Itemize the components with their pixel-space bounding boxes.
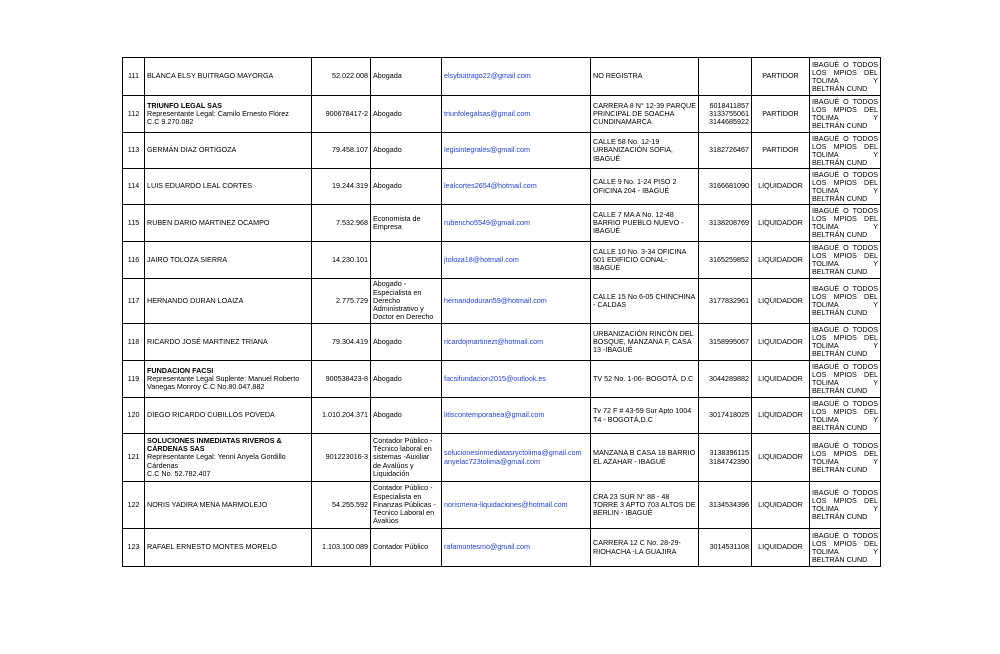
profession-cell: Abogado [371,169,442,205]
profession-cell: Abogada [371,58,442,96]
phone-cell: 3044289882 [699,361,752,398]
phone-cell: 3134534396 [699,482,752,529]
representative-line: Vanegas Monroy C.C No.80.047.882 [147,382,265,392]
name-cell: JAIRO TOLOZA SIERRA [145,242,312,279]
name-cell [145,361,312,398]
table-row [123,324,881,361]
id-number-cell: 900538423-8 [312,361,371,398]
email-cell[interactable]: norismena-liquidaciones@hotmail.com [442,482,591,529]
table-row [123,434,881,482]
name-cell: BLANCA ELSY BUITRAGO MAYORGA [145,58,312,96]
zone-cell: IBAGUÉ O TODOS LOS MPIOS DEL TOLIMA Y BELTRÁN CUND [810,96,881,133]
email-cell[interactable]: facsifundacion2015@outlook.es [442,361,591,398]
address-cell: CALLE 58 No. 12-19 URBANIZACIÓN SOFIA, IBAGUÉ [591,133,699,169]
row-number-cell: 115 [123,205,145,242]
table-row [123,242,881,279]
row-number-cell: 111 [123,58,145,96]
row-number-cell: 122 [123,482,145,529]
name-cell [145,434,312,482]
name-cell: GERMÁN DIAZ ORTIGOZA [145,133,312,169]
name-cell [145,96,312,133]
table-row [123,529,881,567]
address-cell: CARRERA 12 C No. 28-29- RIOHACHA -LA GUAJIRA [591,529,699,567]
phone-cell: 3165259852 [699,242,752,279]
email-cell[interactable]: ricardojmartinezt@hotmail.com [442,324,591,361]
profession-cell [371,242,442,279]
role-cell: LIQUIDADOR [752,279,810,324]
representative-line: C.C No. 52.782.407 [147,468,211,478]
role-cell: PARTIDOR [752,58,810,96]
phone-cell: 3158995067 [699,324,752,361]
id-number-cell: 1.103.100.089 [312,529,371,567]
row-number-cell: 120 [123,398,145,434]
role-cell: LIQUIDADOR [752,205,810,242]
company-name: SOLUCIONES INMEDIATAS RIVEROS & CÁRDENAS SAS [147,435,282,454]
zone-cell: IBAGUÉ O TODOS LOS MPIOS DEL TOLIMA Y BELTRÁN CUND [810,434,881,482]
phone-cell [699,58,752,96]
role-cell: LIQUIDADOR [752,434,810,482]
address-cell: Tv 72 F # 43-59 Sur Apto 1004 T4 - BOGOTÁ,D.C [591,398,699,434]
role-cell: LIQUIDADOR [752,482,810,529]
role-cell: LIQUIDADOR [752,169,810,205]
profession-cell: Economista de Empresa [371,205,442,242]
row-number-cell: 117 [123,279,145,324]
email-cell[interactable]: hernandoduran59@hotmail.com [442,279,591,324]
zone-cell: IBAGUÉ O TODOS LOS MPIOS DEL TOLIMA Y BELTRÁN CUND [810,242,881,279]
address-cell: NO REGISTRA [591,58,699,96]
phone-cell: 3138208769 [699,205,752,242]
row-number-cell: 123 [123,529,145,567]
phone-cell: 6018411857 3133755061 3144685922 [699,96,752,133]
company-name: TRIUNFO LEGAL SAS [147,100,222,110]
email-cell[interactable]: lealcortes2654@hotmail.com [442,169,591,205]
id-number-cell: 900678417-2 [312,96,371,133]
name-cell: RAFAEL ERNESTO MONTES MORELO [145,529,312,567]
table-row [123,205,881,242]
id-number-cell: 79.304.419 [312,324,371,361]
phone-cell: 3182726467 [699,133,752,169]
address-cell: CALLE 7 MA A No. 12-48 BARRIO PUEBLO NUEVO - IBAGUÉ [591,205,699,242]
table-row [123,482,881,529]
address-cell: CALLE 15 No 6-05 CHINCHINA - CALDAS [591,279,699,324]
phone-cell: 3138396115 3184742390 [699,434,752,482]
email-cell[interactable]: jtoloza18@hotmail.com [442,242,591,279]
table-body [123,58,881,567]
address-cell: CALLE 10 No. 3-34 OFICINA 501 EDIFICIO CONAL- IBAGUÉ [591,242,699,279]
role-cell: PARTIDOR [752,133,810,169]
zone-cell: IBAGUÉ O TODOS LOS MPIOS DEL TOLIMA Y BELTRÁN CUND [810,169,881,205]
row-number-cell: 116 [123,242,145,279]
zone-cell: IBAGUÉ O TODOS LOS MPIOS DEL TOLIMA Y BELTRÁN CUND [810,398,881,434]
id-number-cell: 54.255.592 [312,482,371,529]
zone-cell: IBAGUÉ O TODOS LOS MPIOS DEL TOLIMA Y BELTRÁN CUND [810,58,881,96]
profession-cell: Contador Público [371,529,442,567]
email-cell[interactable]: litiscontemporanea@gmail.com [442,398,591,434]
address-cell: CRA 23 SUR N° 88 - 48 TORRE 3 APTO 703 ALTOS DE BERLIN - IBAGUÉ [591,482,699,529]
email-cell[interactable]: legisintegrales@gmail.com [442,133,591,169]
role-cell: LIQUIDADOR [752,242,810,279]
zone-cell: IBAGUÉ O TODOS LOS MPIOS DEL TOLIMA Y BELTRÁN CUND [810,205,881,242]
id-number-cell: 901223016-3 [312,434,371,482]
phone-cell: 3166681090 [699,169,752,205]
name-cell: RICARDO JOSÉ MARTINEZ TRIANA [145,324,312,361]
email-cell[interactable]: solucionesinmediatasryctolima@gmail.com anyelac723tolima@gmail.com [442,434,591,482]
id-number-cell: 1.010.204.371 [312,398,371,434]
id-number-cell: 52.022.008 [312,58,371,96]
id-number-cell: 19.244.319 [312,169,371,205]
role-cell: LIQUIDADOR [752,398,810,434]
table-row [123,133,881,169]
phone-cell: 3014531108 [699,529,752,567]
zone-cell: IBAGUÉ O TODOS LOS MPIOS DEL TOLIMA Y BELTRÁN CUND [810,324,881,361]
address-cell: URBANIZACIÓN RINCÓN DEL BOSQUE, MANZANA F, CASA 13 -IBAGUÉ [591,324,699,361]
email-cell[interactable]: rafamontesmo@gmail.com [442,529,591,567]
address-cell: CARRERA 8 N° 12-39 PARQUE PRINCIPAL DE SOACHA CUNDINAMARCA [591,96,699,133]
profession-cell: Abogado [371,133,442,169]
row-number-cell: 121 [123,434,145,482]
email-cell[interactable]: rubencho5549@gmail.com [442,205,591,242]
address-cell: MANZANA B CASA 18 BARRIO EL AZAHAR - IBAGUÉ [591,434,699,482]
representative-line: C.C 9.270.082 [147,117,194,127]
table-row [123,361,881,398]
phone-cell: 3177832961 [699,279,752,324]
company-name: FUNDACION FACSI [147,365,214,375]
row-number-cell: 112 [123,96,145,133]
name-cell: LUIS EDUARDO LEAL CORTES [145,169,312,205]
profession-cell: Abogado [371,398,442,434]
row-number-cell: 113 [123,133,145,169]
row-number-cell: 114 [123,169,145,205]
profession-cell: Abogado [371,361,442,398]
row-number-cell: 119 [123,361,145,398]
zone-cell: IBAGUÉ O TODOS LOS MPIOS DEL TOLIMA Y BELTRÁN CUND [810,133,881,169]
email-cell[interactable]: elsybuitrago22@gmail.com [442,58,591,96]
id-number-cell: 79.458.107 [312,133,371,169]
address-cell: TV 52 No. 1-06- BOGOTÁ. D.C [591,361,699,398]
registry-table [122,57,881,567]
zone-cell: IBAGUÉ O TODOS LOS MPIOS DEL TOLIMA Y BELTRÁN CUND [810,279,881,324]
table-row [123,58,881,96]
role-cell: PARTIDOR [752,96,810,133]
role-cell: LIQUIDADOR [752,324,810,361]
phone-cell: 3017418025 [699,398,752,434]
name-cell: DIEGO RICARDO CUBILLOS POVEDA [145,398,312,434]
email-cell[interactable]: triunfolegalsas@gmail.com [442,96,591,133]
role-cell: LIQUIDADOR [752,361,810,398]
role-cell: LIQUIDADOR [752,529,810,567]
table-row [123,398,881,434]
table-row [123,169,881,205]
name-cell: HERNANDO DURAN LOAIZA [145,279,312,324]
representative-line: Representante Legal: Yenni Anyela Gordillo Cárdenas [147,452,286,470]
profession-cell: Abogado [371,324,442,361]
table-row [123,96,881,133]
zone-cell: IBAGUÉ O TODOS LOS MPIOS DEL TOLIMA Y BELTRÁN CUND [810,529,881,567]
name-cell: NORIS YADIRA MENA MARMOLEJO [145,482,312,529]
table-row [123,279,881,324]
profession-cell: Abogado - Especialista en Derecho Administrativo y Doctor en Derecho [371,279,442,324]
representative-line: Representante Legal: Camilo Ernesto Flórez [147,108,289,118]
zone-cell: IBAGUÉ O TODOS LOS MPIOS DEL TOLIMA Y BELTRÁN CUND [810,361,881,398]
profession-cell: Contador Público - Especialista en Finanzas Públicas - Técnico Laboral en Avalúos [371,482,442,529]
address-cell: CALLE 9 No. 1-24 PISO 2 OFICINA 204 - IBAGUÉ [591,169,699,205]
zone-cell: IBAGUÉ O TODOS LOS MPIOS DEL TOLIMA Y BELTRÁN CUND [810,482,881,529]
representative-line: Representante Legal Suplente: Manuel Roberto [147,373,300,383]
profession-cell: Abogado [371,96,442,133]
id-number-cell: 2.775.729 [312,279,371,324]
row-number-cell: 118 [123,324,145,361]
id-number-cell: 7.532.968 [312,205,371,242]
id-number-cell: 14.230.101 [312,242,371,279]
profession-cell: Contador Público - Técnico laboral en sistemas -Auxiliar de Avalúos y Liquidación [371,434,442,482]
name-cell: RUBEN DARIO MARTINEZ OCAMPO [145,205,312,242]
